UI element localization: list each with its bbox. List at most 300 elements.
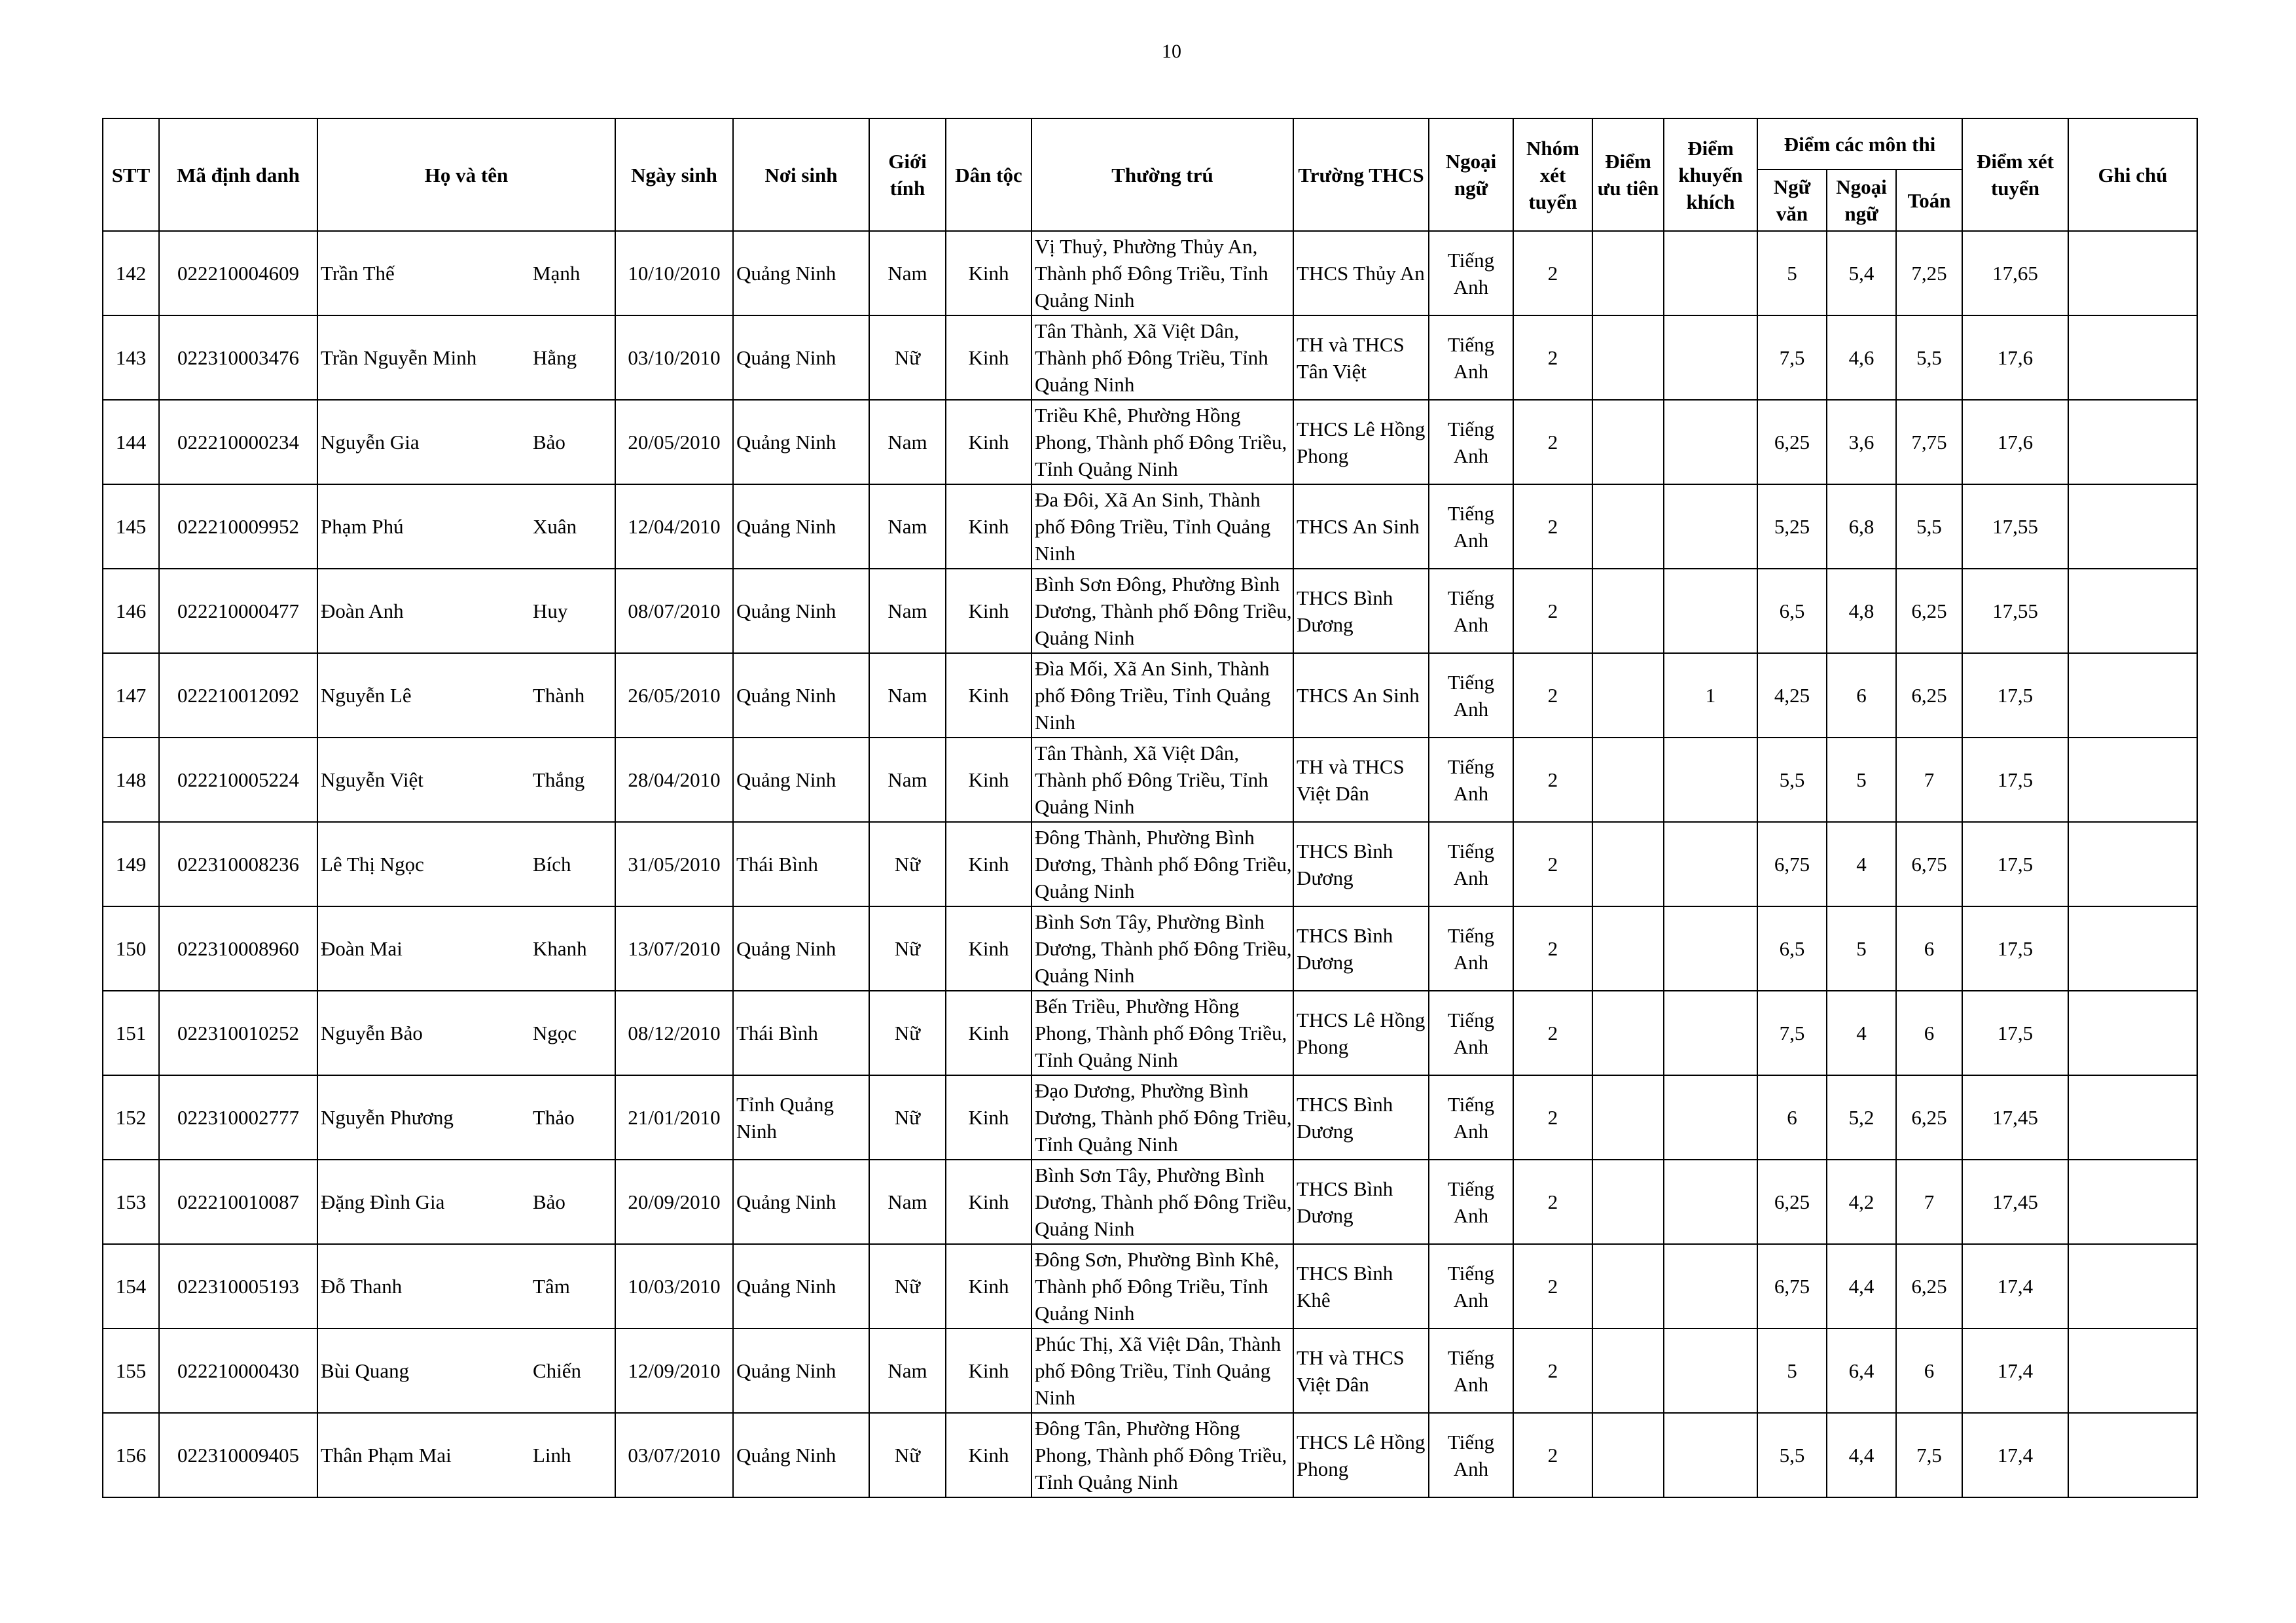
ho-va-ten-cell <box>317 1413 615 1497</box>
nhom-xet-tuyen-cell: 2 <box>1513 569 1592 653</box>
toan-cell: 7,25 <box>1896 231 1962 315</box>
truong-thcs-cell: THCS Bình Dương <box>1293 1075 1429 1160</box>
ma-dinh-danh-cell: 022210012092 <box>159 653 317 738</box>
ngoai-ngu-score-cell: 3,6 <box>1827 400 1896 484</box>
noi-sinh-cell: Quảng Ninh <box>733 484 869 569</box>
ho-dem: Thân Phạm Mai <box>321 1444 452 1467</box>
ten: Tâm <box>533 1275 570 1298</box>
diem-uu-tien-cell <box>1592 1160 1664 1244</box>
diem-khuyen-khich-cell <box>1664 738 1757 822</box>
table-row <box>103 484 2197 569</box>
thuong-tru-cell: Bình Sơn Tây, Phường Bình Dương, Thành phố Đông Triều, Quảng Ninh <box>1031 1160 1293 1244</box>
ngoai-ngu-cell: Tiếng Anh <box>1429 400 1513 484</box>
diem-xet-tuyen-cell: 17,4 <box>1962 1413 2068 1497</box>
diem-xet-tuyen-cell: 17,5 <box>1962 738 2068 822</box>
gioi-tinh-cell: Nam <box>869 569 946 653</box>
thuong-tru-cell: Tân Thành, Xã Việt Dân, Thành phố Đông Triều, Tỉnh Quảng Ninh <box>1031 315 1293 400</box>
ma-dinh-danh-cell: 022210000430 <box>159 1329 317 1413</box>
gioi-tinh-cell: Nữ <box>869 1244 946 1329</box>
table-row <box>103 315 2197 400</box>
toan-cell: 7,75 <box>1896 400 1962 484</box>
ngoai-ngu-score-cell: 4,6 <box>1827 315 1896 400</box>
ngoai-ngu-score-cell: 4,4 <box>1827 1413 1896 1497</box>
ngay-sinh-cell: 28/04/2010 <box>615 738 733 822</box>
ten: Xuân <box>533 515 577 538</box>
ngu-van-cell: 6,75 <box>1757 1244 1827 1329</box>
dan-toc-cell: Kinh <box>946 400 1031 484</box>
thuong-tru-cell: Bình Sơn Tây, Phường Bình Dương, Thành phố Đông Triều, Quảng Ninh <box>1031 906 1293 991</box>
ma-dinh-danh-cell: 022310008960 <box>159 906 317 991</box>
stt-cell: 156 <box>103 1413 159 1497</box>
ma-dinh-danh-cell: 022210004609 <box>159 231 317 315</box>
stt-cell: 152 <box>103 1075 159 1160</box>
diem-khuyen-khich-cell <box>1664 822 1757 906</box>
table-row <box>103 822 2197 906</box>
dan-toc-cell: Kinh <box>946 1329 1031 1413</box>
diem-khuyen-khich-cell <box>1664 1329 1757 1413</box>
gioi-tinh-cell: Nữ <box>869 822 946 906</box>
diem-uu-tien-cell <box>1592 400 1664 484</box>
stt-cell: 150 <box>103 906 159 991</box>
thuong-tru-cell: Bình Sơn Đông, Phường Bình Dương, Thành phố Đông Triều, Quảng Ninh <box>1031 569 1293 653</box>
diem-xet-tuyen-cell: 17,4 <box>1962 1329 2068 1413</box>
truong-thcs-cell: THCS Thủy An <box>1293 231 1429 315</box>
ho-dem: Đặng Đình Gia <box>321 1190 445 1213</box>
ngu-van-cell: 5,5 <box>1757 738 1827 822</box>
toan-cell: 6,25 <box>1896 1244 1962 1329</box>
table-row <box>103 1075 2197 1160</box>
truong-thcs-cell: THCS Lê Hồng Phong <box>1293 1413 1429 1497</box>
noi-sinh-cell: Quảng Ninh <box>733 400 869 484</box>
stt-cell: 154 <box>103 1244 159 1329</box>
ngoai-ngu-cell: Tiếng Anh <box>1429 1075 1513 1160</box>
nhom-xet-tuyen-cell: 2 <box>1513 1075 1592 1160</box>
ngoai-ngu-cell: Tiếng Anh <box>1429 231 1513 315</box>
truong-thcs-cell: THCS Bình Dương <box>1293 1160 1429 1244</box>
header-ghi-chu: Ghi chú <box>2068 118 2197 231</box>
stt-cell: 151 <box>103 991 159 1075</box>
noi-sinh-cell: Quảng Ninh <box>733 1329 869 1413</box>
thuong-tru-cell: Đa Đôi, Xã An Sinh, Thành phố Đông Triều, Tỉnh Quảng Ninh <box>1031 484 1293 569</box>
dan-toc-cell: Kinh <box>946 738 1031 822</box>
truong-thcs-cell: THCS An Sinh <box>1293 653 1429 738</box>
ten: Hằng <box>533 346 577 369</box>
ho-dem: Nguyễn Phương <box>321 1106 454 1129</box>
ngu-van-cell: 6,75 <box>1757 822 1827 906</box>
noi-sinh-cell: Thái Bình <box>733 991 869 1075</box>
ngoai-ngu-score-cell: 5,4 <box>1827 231 1896 315</box>
diem-khuyen-khich-cell <box>1664 569 1757 653</box>
gioi-tinh-cell: Nam <box>869 400 946 484</box>
diem-khuyen-khich-cell <box>1664 1413 1757 1497</box>
diem-xet-tuyen-cell: 17,5 <box>1962 906 2068 991</box>
truong-thcs-cell: TH và THCS Tân Việt <box>1293 315 1429 400</box>
table-row <box>103 906 2197 991</box>
ghi-chu-cell <box>2068 738 2197 822</box>
ngoai-ngu-score-cell: 6 <box>1827 653 1896 738</box>
table-row <box>103 738 2197 822</box>
gioi-tinh-cell: Nữ <box>869 1075 946 1160</box>
ten: Ngọc <box>533 1022 577 1044</box>
diem-uu-tien-cell <box>1592 991 1664 1075</box>
ghi-chu-cell <box>2068 906 2197 991</box>
ngu-van-cell: 5 <box>1757 1329 1827 1413</box>
dan-toc-cell: Kinh <box>946 569 1031 653</box>
nhom-xet-tuyen-cell: 2 <box>1513 1160 1592 1244</box>
diem-uu-tien-cell <box>1592 1413 1664 1497</box>
ma-dinh-danh-cell: 022210000477 <box>159 569 317 653</box>
toan-cell: 6,25 <box>1896 1075 1962 1160</box>
ma-dinh-danh-cell: 022310002777 <box>159 1075 317 1160</box>
toan-cell: 7 <box>1896 1160 1962 1244</box>
thuong-tru-cell: Bến Triều, Phường Hồng Phong, Thành phố Đông Triều, Tỉnh Quảng Ninh <box>1031 991 1293 1075</box>
ngu-van-cell: 4,25 <box>1757 653 1827 738</box>
diem-xet-tuyen-cell: 17,45 <box>1962 1160 2068 1244</box>
ho-va-ten-cell <box>317 315 615 400</box>
diem-uu-tien-cell <box>1592 738 1664 822</box>
ma-dinh-danh-cell: 022310003476 <box>159 315 317 400</box>
stt-cell: 146 <box>103 569 159 653</box>
nhom-xet-tuyen-cell: 2 <box>1513 991 1592 1075</box>
thuong-tru-cell: Vị Thuỷ, Phường Thủy An, Thành phố Đông Triều, Tỉnh Quảng Ninh <box>1031 231 1293 315</box>
noi-sinh-cell: Quảng Ninh <box>733 569 869 653</box>
header-ho-va-ten: Họ và tên <box>317 118 615 231</box>
thuong-tru-cell: Đạo Dương, Phường Bình Dương, Thành phố Đông Triều, Tỉnh Quảng Ninh <box>1031 1075 1293 1160</box>
stt-cell: 143 <box>103 315 159 400</box>
ho-dem: Lê Thị Ngọc <box>321 853 424 876</box>
ten: Linh <box>533 1444 571 1467</box>
ten: Khanh <box>533 937 587 960</box>
ghi-chu-cell <box>2068 484 2197 569</box>
ma-dinh-danh-cell: 022310005193 <box>159 1244 317 1329</box>
ngay-sinh-cell: 26/05/2010 <box>615 653 733 738</box>
diem-khuyen-khich-cell: 1 <box>1664 653 1757 738</box>
nhom-xet-tuyen-cell: 2 <box>1513 653 1592 738</box>
thuong-tru-cell: Đông Tân, Phường Hồng Phong, Thành phố Đông Triều, Tỉnh Quảng Ninh <box>1031 1413 1293 1497</box>
stt-cell: 144 <box>103 400 159 484</box>
dan-toc-cell: Kinh <box>946 484 1031 569</box>
ghi-chu-cell <box>2068 1413 2197 1497</box>
diem-uu-tien-cell <box>1592 315 1664 400</box>
ngoai-ngu-cell: Tiếng Anh <box>1429 315 1513 400</box>
gioi-tinh-cell: Nam <box>869 653 946 738</box>
diem-xet-tuyen-cell: 17,6 <box>1962 400 2068 484</box>
ngoai-ngu-score-cell: 5 <box>1827 738 1896 822</box>
ngoai-ngu-score-cell: 4,8 <box>1827 569 1896 653</box>
ngay-sinh-cell: 12/04/2010 <box>615 484 733 569</box>
ngoai-ngu-score-cell: 4 <box>1827 822 1896 906</box>
header-diem-cac-mon-thi: Điểm các môn thi <box>1757 118 1962 169</box>
ghi-chu-cell <box>2068 1244 2197 1329</box>
ho-dem: Phạm Phú <box>321 515 404 538</box>
diem-uu-tien-cell <box>1592 906 1664 991</box>
ho-dem: Trần Thế <box>321 262 395 285</box>
header-row <box>103 118 2197 169</box>
truong-thcs-cell: TH và THCS Việt Dân <box>1293 1329 1429 1413</box>
dan-toc-cell: Kinh <box>946 231 1031 315</box>
ngoai-ngu-cell: Tiếng Anh <box>1429 1329 1513 1413</box>
stt-cell: 142 <box>103 231 159 315</box>
dan-toc-cell: Kinh <box>946 991 1031 1075</box>
ngay-sinh-cell: 03/10/2010 <box>615 315 733 400</box>
diem-uu-tien-cell <box>1592 569 1664 653</box>
gioi-tinh-cell: Nữ <box>869 906 946 991</box>
ho-va-ten-cell <box>317 231 615 315</box>
ghi-chu-cell <box>2068 653 2197 738</box>
dan-toc-cell: Kinh <box>946 822 1031 906</box>
table-row <box>103 400 2197 484</box>
nhom-xet-tuyen-cell: 2 <box>1513 822 1592 906</box>
ghi-chu-cell <box>2068 822 2197 906</box>
ngay-sinh-cell: 12/09/2010 <box>615 1329 733 1413</box>
page-number: 10 <box>1162 41 1181 62</box>
ngay-sinh-cell: 20/05/2010 <box>615 400 733 484</box>
toan-cell: 6 <box>1896 906 1962 991</box>
ngoai-ngu-score-cell: 6,8 <box>1827 484 1896 569</box>
stt-cell: 155 <box>103 1329 159 1413</box>
ho-va-ten-cell <box>317 1160 615 1244</box>
diem-khuyen-khich-cell <box>1664 906 1757 991</box>
dan-toc-cell: Kinh <box>946 906 1031 991</box>
thuong-tru-cell: Phúc Thị, Xã Việt Dân, Thành phố Đông Triều, Tỉnh Quảng Ninh <box>1031 1329 1293 1413</box>
ho-va-ten-cell <box>317 822 615 906</box>
ho-va-ten-cell <box>317 906 615 991</box>
header-ngoai-ngu-mon: Ngoại ngữ <box>1827 169 1896 231</box>
ngu-van-cell: 5 <box>1757 231 1827 315</box>
ngoai-ngu-score-cell: 5,2 <box>1827 1075 1896 1160</box>
noi-sinh-cell: Tỉnh Quảng Ninh <box>733 1075 869 1160</box>
table-row <box>103 1329 2197 1413</box>
ho-dem: Bùi Quang <box>321 1359 410 1382</box>
ngoai-ngu-score-cell: 4,4 <box>1827 1244 1896 1329</box>
toan-cell: 5,5 <box>1896 484 1962 569</box>
gioi-tinh-cell: Nam <box>869 484 946 569</box>
ten: Thảo <box>533 1106 575 1129</box>
ma-dinh-danh-cell: 022210005224 <box>159 738 317 822</box>
thuong-tru-cell: Đìa Mối, Xã An Sinh, Thành phố Đông Triều, Tỉnh Quảng Ninh <box>1031 653 1293 738</box>
ten: Mạnh <box>533 262 581 285</box>
ghi-chu-cell <box>2068 1075 2197 1160</box>
table-row <box>103 1413 2197 1497</box>
stt-cell: 148 <box>103 738 159 822</box>
gioi-tinh-cell: Nam <box>869 231 946 315</box>
diem-uu-tien-cell <box>1592 1075 1664 1160</box>
header-stt: STT <box>103 118 159 231</box>
ghi-chu-cell <box>2068 991 2197 1075</box>
header-ngay-sinh: Ngày sinh <box>615 118 733 231</box>
nhom-xet-tuyen-cell: 2 <box>1513 231 1592 315</box>
ten: Thắng <box>533 768 585 791</box>
ngu-van-cell: 5,25 <box>1757 484 1827 569</box>
truong-thcs-cell: THCS An Sinh <box>1293 484 1429 569</box>
diem-xet-tuyen-cell: 17,45 <box>1962 1075 2068 1160</box>
gioi-tinh-cell: Nam <box>869 738 946 822</box>
table-row <box>103 569 2197 653</box>
ho-va-ten-cell <box>317 400 615 484</box>
nhom-xet-tuyen-cell: 2 <box>1513 484 1592 569</box>
nhom-xet-tuyen-cell: 2 <box>1513 1413 1592 1497</box>
dan-toc-cell: Kinh <box>946 1160 1031 1244</box>
ma-dinh-danh-cell: 022310008236 <box>159 822 317 906</box>
toan-cell: 7,5 <box>1896 1413 1962 1497</box>
ngay-sinh-cell: 21/01/2010 <box>615 1075 733 1160</box>
toan-cell: 7 <box>1896 738 1962 822</box>
dan-toc-cell: Kinh <box>946 1244 1031 1329</box>
nhom-xet-tuyen-cell: 2 <box>1513 315 1592 400</box>
ten: Chiến <box>533 1359 582 1382</box>
ten: Thành <box>533 684 585 707</box>
ngay-sinh-cell: 31/05/2010 <box>615 822 733 906</box>
header-nhom-xet-tuyen: Nhóm xét tuyển <box>1513 118 1592 231</box>
truong-thcs-cell: THCS Bình Dương <box>1293 906 1429 991</box>
dan-toc-cell: Kinh <box>946 1413 1031 1497</box>
diem-khuyen-khich-cell <box>1664 484 1757 569</box>
ngoai-ngu-cell: Tiếng Anh <box>1429 569 1513 653</box>
ghi-chu-cell <box>2068 231 2197 315</box>
header-toan: Toán <box>1896 169 1962 231</box>
ngay-sinh-cell: 10/10/2010 <box>615 231 733 315</box>
nhom-xet-tuyen-cell: 2 <box>1513 1244 1592 1329</box>
ngoai-ngu-score-cell: 5 <box>1827 906 1896 991</box>
ho-dem: Đỗ Thanh <box>321 1275 403 1298</box>
ten: Bảo <box>533 1190 565 1213</box>
ngoai-ngu-cell: Tiếng Anh <box>1429 822 1513 906</box>
diem-xet-tuyen-cell: 17,55 <box>1962 484 2068 569</box>
diem-khuyen-khich-cell <box>1664 315 1757 400</box>
ten: Huy <box>533 599 568 622</box>
ho-dem: Nguyễn Việt <box>321 768 423 791</box>
ngu-van-cell: 6,25 <box>1757 1160 1827 1244</box>
diem-xet-tuyen-cell: 17,6 <box>1962 315 2068 400</box>
nhom-xet-tuyen-cell: 2 <box>1513 738 1592 822</box>
thuong-tru-cell: Đông Thành, Phường Bình Dương, Thành phố Đông Triều, Quảng Ninh <box>1031 822 1293 906</box>
ho-dem: Đoàn Mai <box>321 937 403 960</box>
ghi-chu-cell <box>2068 315 2197 400</box>
ngu-van-cell: 7,5 <box>1757 991 1827 1075</box>
ho-dem: Nguyễn Lê <box>321 684 412 707</box>
header-diem-uu-tien: Điểm ưu tiên <box>1592 118 1664 231</box>
ho-va-ten-cell <box>317 991 615 1075</box>
ma-dinh-danh-cell: 022210010087 <box>159 1160 317 1244</box>
toan-cell: 6 <box>1896 1329 1962 1413</box>
diem-xet-tuyen-cell: 17,5 <box>1962 653 2068 738</box>
ho-dem: Đoàn Anh <box>321 599 404 622</box>
ho-va-ten-cell <box>317 653 615 738</box>
admission-results-table <box>102 118 2198 1498</box>
diem-xet-tuyen-cell: 17,55 <box>1962 569 2068 653</box>
noi-sinh-cell: Quảng Ninh <box>733 906 869 991</box>
table-row <box>103 991 2197 1075</box>
stt-cell: 153 <box>103 1160 159 1244</box>
header-diem-khuyen-khich: Điểm khuyến khích <box>1664 118 1757 231</box>
toan-cell: 6,25 <box>1896 569 1962 653</box>
noi-sinh-cell: Quảng Ninh <box>733 231 869 315</box>
dan-toc-cell: Kinh <box>946 315 1031 400</box>
diem-khuyen-khich-cell <box>1664 991 1757 1075</box>
noi-sinh-cell: Quảng Ninh <box>733 1413 869 1497</box>
nhom-xet-tuyen-cell: 2 <box>1513 1329 1592 1413</box>
truong-thcs-cell: THCS Lê Hồng Phong <box>1293 991 1429 1075</box>
table-row <box>103 231 2197 315</box>
diem-xet-tuyen-cell: 17,5 <box>1962 822 2068 906</box>
ngoai-ngu-score-cell: 4 <box>1827 991 1896 1075</box>
stt-cell: 147 <box>103 653 159 738</box>
ngoai-ngu-cell: Tiếng Anh <box>1429 1413 1513 1497</box>
ho-dem: Nguyễn Gia <box>321 431 420 454</box>
ghi-chu-cell <box>2068 1160 2197 1244</box>
ghi-chu-cell <box>2068 569 2197 653</box>
ho-va-ten-cell <box>317 738 615 822</box>
ma-dinh-danh-cell: 022310009405 <box>159 1413 317 1497</box>
header-ngoai-ngu: Ngoại ngữ <box>1429 118 1513 231</box>
ngay-sinh-cell: 13/07/2010 <box>615 906 733 991</box>
diem-khuyen-khich-cell <box>1664 1075 1757 1160</box>
table-row <box>103 1244 2197 1329</box>
diem-uu-tien-cell <box>1592 822 1664 906</box>
noi-sinh-cell: Quảng Ninh <box>733 653 869 738</box>
ngoai-ngu-cell: Tiếng Anh <box>1429 906 1513 991</box>
gioi-tinh-cell: Nữ <box>869 991 946 1075</box>
diem-xet-tuyen-cell: 17,5 <box>1962 991 2068 1075</box>
toan-cell: 6,25 <box>1896 653 1962 738</box>
diem-uu-tien-cell <box>1592 484 1664 569</box>
ma-dinh-danh-cell: 022210009952 <box>159 484 317 569</box>
ngu-van-cell: 5,5 <box>1757 1413 1827 1497</box>
ngoai-ngu-cell: Tiếng Anh <box>1429 653 1513 738</box>
ho-va-ten-cell <box>317 569 615 653</box>
ngay-sinh-cell: 03/07/2010 <box>615 1413 733 1497</box>
ngu-van-cell: 6,5 <box>1757 906 1827 991</box>
stt-cell: 149 <box>103 822 159 906</box>
ngay-sinh-cell: 08/12/2010 <box>615 991 733 1075</box>
truong-thcs-cell: THCS Bình Dương <box>1293 822 1429 906</box>
gioi-tinh-cell: Nam <box>869 1160 946 1244</box>
noi-sinh-cell: Quảng Ninh <box>733 1160 869 1244</box>
ngu-van-cell: 6,5 <box>1757 569 1827 653</box>
diem-khuyen-khich-cell <box>1664 231 1757 315</box>
ho-va-ten-cell <box>317 1244 615 1329</box>
noi-sinh-cell: Thái Bình <box>733 822 869 906</box>
stt-cell: 145 <box>103 484 159 569</box>
dan-toc-cell: Kinh <box>946 653 1031 738</box>
ma-dinh-danh-cell: 022210000234 <box>159 400 317 484</box>
ngay-sinh-cell: 10/03/2010 <box>615 1244 733 1329</box>
diem-xet-tuyen-cell: 17,65 <box>1962 231 2068 315</box>
header-noi-sinh: Nơi sinh <box>733 118 869 231</box>
dan-toc-cell: Kinh <box>946 1075 1031 1160</box>
header-thuong-tru: Thường trú <box>1031 118 1293 231</box>
ngoai-ngu-cell: Tiếng Anh <box>1429 738 1513 822</box>
thuong-tru-cell: Triều Khê, Phường Hồng Phong, Thành phố Đông Triều, Tỉnh Quảng Ninh <box>1031 400 1293 484</box>
ten: Bảo <box>533 431 565 454</box>
header-ma-dinh-danh: Mã định danh <box>159 118 317 231</box>
ma-dinh-danh-cell: 022310010252 <box>159 991 317 1075</box>
ngu-van-cell: 6,25 <box>1757 400 1827 484</box>
header-dan-toc: Dân tộc <box>946 118 1031 231</box>
diem-khuyen-khich-cell <box>1664 1244 1757 1329</box>
ngu-van-cell: 6 <box>1757 1075 1827 1160</box>
ho-va-ten-cell <box>317 484 615 569</box>
truong-thcs-cell: THCS Bình Khê <box>1293 1244 1429 1329</box>
ngay-sinh-cell: 08/07/2010 <box>615 569 733 653</box>
diem-uu-tien-cell <box>1592 231 1664 315</box>
header-truong-thcs: Trường THCS <box>1293 118 1429 231</box>
ngoai-ngu-score-cell: 4,2 <box>1827 1160 1896 1244</box>
noi-sinh-cell: Quảng Ninh <box>733 738 869 822</box>
thuong-tru-cell: Tân Thành, Xã Việt Dân, Thành phố Đông Triều, Tỉnh Quảng Ninh <box>1031 738 1293 822</box>
noi-sinh-cell: Quảng Ninh <box>733 315 869 400</box>
diem-uu-tien-cell <box>1592 1329 1664 1413</box>
